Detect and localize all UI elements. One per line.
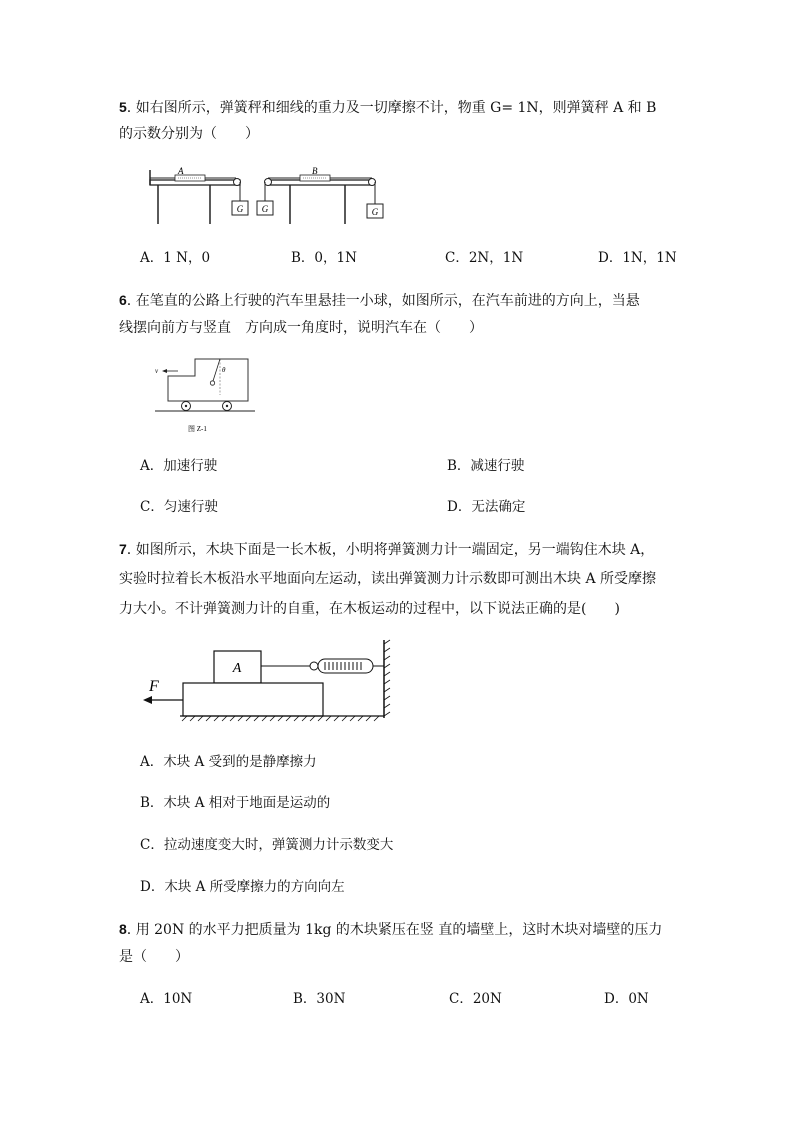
q6-option-b[interactable]: B．减速行驶 — [447, 458, 525, 474]
q7-figure — [140, 638, 400, 723]
q5-option-b[interactable]: B．0，1N — [291, 250, 357, 266]
q7-force-label: F — [149, 678, 159, 695]
q7-text-line1: 7. 如图所示，木块下面是一长木板，小明将弹簧测力计一端固定，另一端钩住木块 A， — [119, 541, 655, 558]
q7-number: 7 — [119, 541, 127, 557]
q8-text-line2: 是（ ） — [119, 949, 189, 965]
q6-figure — [150, 355, 260, 435]
q5-figure — [140, 166, 385, 226]
q5-number: 5 — [119, 99, 127, 115]
q5-label-a: A — [178, 166, 184, 176]
q5-option-d[interactable]: D．1N，1N — [598, 250, 677, 266]
q6-number: 6 — [119, 292, 127, 308]
q5-option-a[interactable]: A．1 N，0 — [140, 250, 211, 266]
q6-option-d[interactable]: D．无法确定 — [447, 499, 526, 515]
q5-text-line2: 的示数分别为（ ） — [119, 126, 259, 142]
q6-figure-caption: 图 Z-1 — [188, 425, 207, 433]
q6-option-a[interactable]: A．加速行驶 — [140, 458, 218, 474]
q7-text-line3: 力大小。不计弹簧测力计的自重，在木板运动的过程中，以下说法正确的是( ) — [119, 601, 620, 617]
q6-velocity-label: v — [155, 367, 159, 375]
q8-number: 8 — [119, 921, 127, 937]
q7-block-label: A — [232, 661, 242, 676]
q5-text-line1: 5. 如右图所示，弹簧秤和细线的重力及一切摩擦不计，物重 G= 1N，则弹簧秤 A 和 B — [119, 99, 657, 116]
q7-option-c[interactable]: C．拉动速度变大时，弹簧测力计示数变大 — [140, 837, 394, 853]
q8-option-d[interactable]: D．0N — [604, 991, 649, 1007]
q8-option-c[interactable]: C．20N — [449, 991, 502, 1007]
q6-option-c[interactable]: C．匀速行驶 — [140, 499, 218, 515]
q7-option-b[interactable]: B．木块 A 相对于地面是运动的 — [140, 795, 331, 811]
q5-weight-1: G — [236, 204, 244, 214]
q8-option-b[interactable]: B．30N — [293, 991, 346, 1007]
q7-option-a[interactable]: A．木块 A 受到的是静摩擦力 — [140, 754, 317, 770]
q7-text-line2: 实验时拉着长木板沿水平地面向左运动，读出弹簧测力计示数即可测出木块 A 所受摩擦 — [119, 571, 657, 587]
q7-option-d[interactable]: D．木块 A 所受摩擦力的方向向左 — [140, 879, 345, 895]
q8-option-a[interactable]: A．10N — [140, 991, 193, 1007]
q8-text-line1: 8. 用 20N 的水平力把质量为 1kg 的木块紧压在竖 直的墙壁上，这时木块对墙壁的压力 — [119, 921, 663, 938]
q5-label-b: B — [312, 166, 318, 176]
q6-text-line1: 6. 在笔直的公路上行驶的汽车里悬挂一小球，如图所示，在汽车前进的方向上，当悬 — [119, 292, 640, 309]
q6-angle-label: θ — [222, 366, 226, 374]
q6-text-line2: 线摆向前方与竖直 方向成一角度时，说明汽车在（ ） — [119, 320, 483, 336]
q5-weight-2: G — [261, 204, 269, 214]
q5-weight-3: G — [371, 207, 379, 217]
q5-option-c[interactable]: C．2N，1N — [445, 250, 524, 266]
